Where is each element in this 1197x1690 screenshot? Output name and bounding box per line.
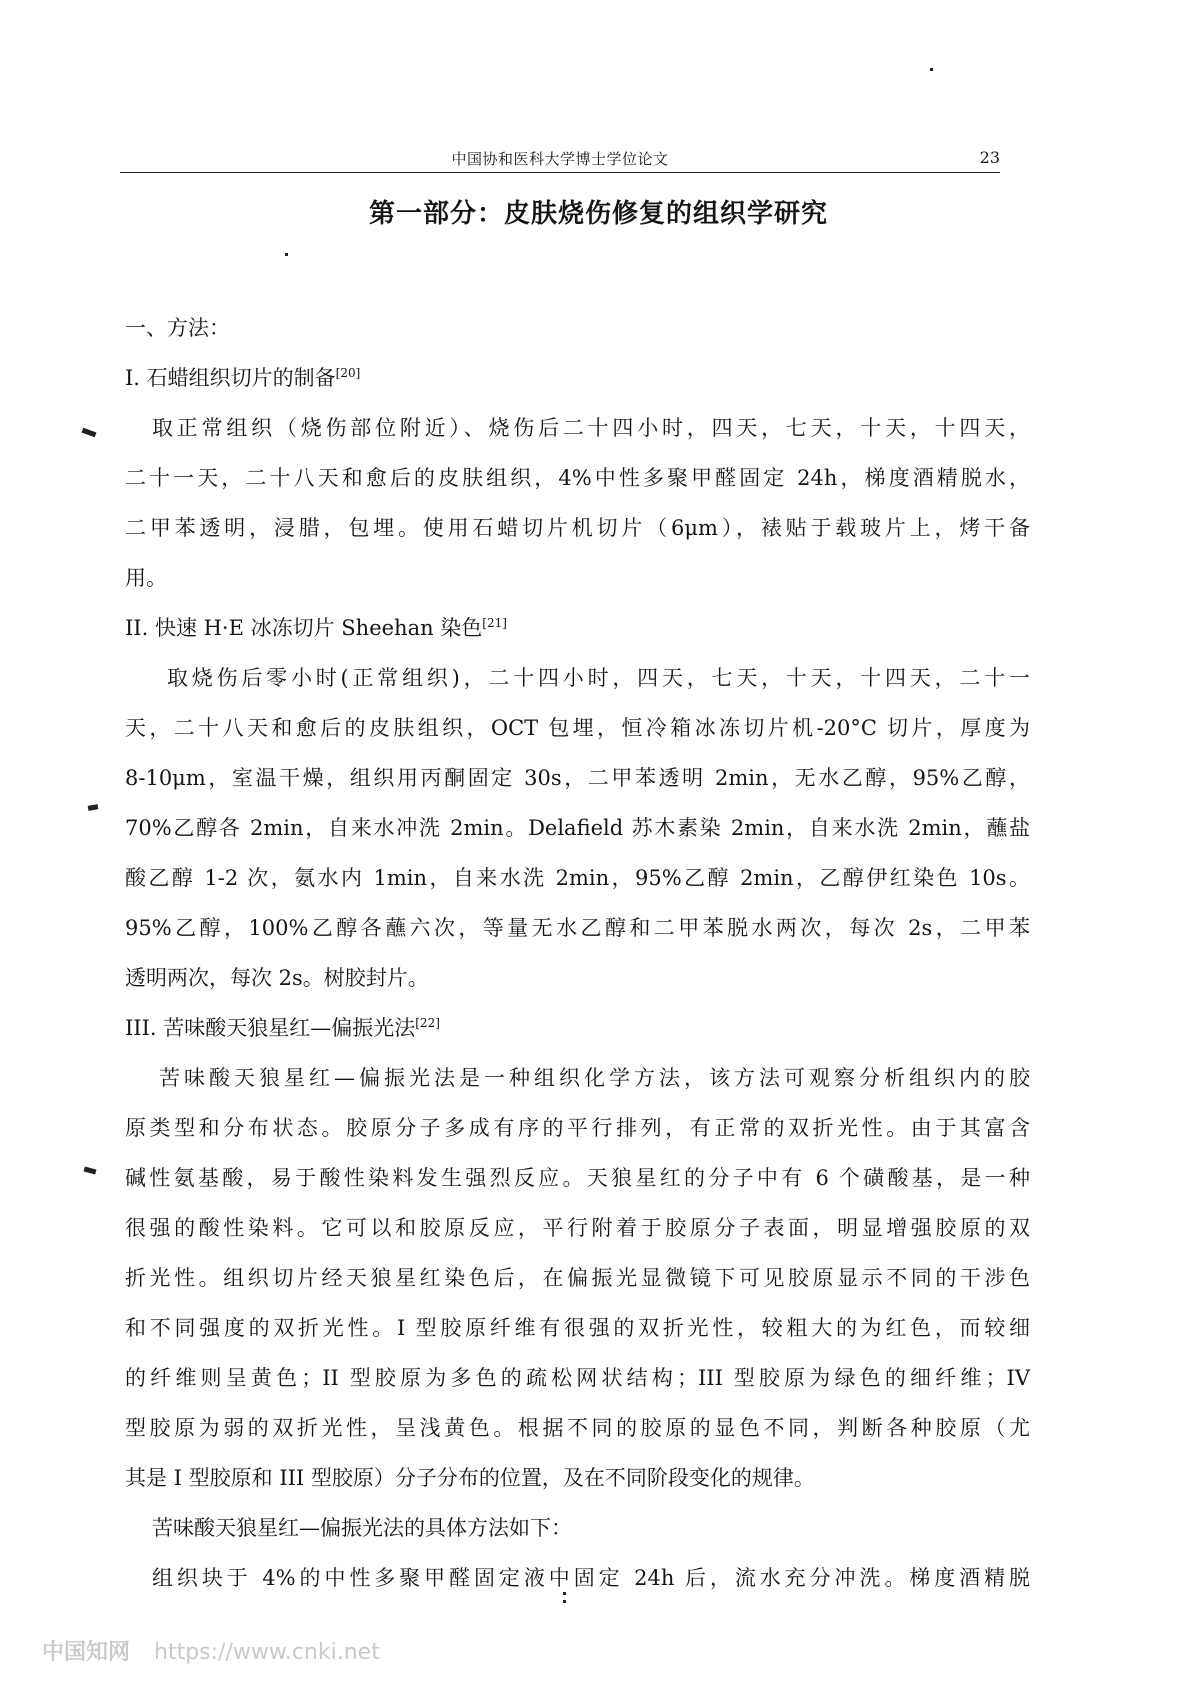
running-header: [120, 148, 1000, 173]
paragraph-line: 70%乙醇各 2min，自来水冲洗 2min。Delafield 苏木素染 2min，自来水洗 2min，蘸盐: [125, 816, 1030, 840]
subsection-heading-2: II. 快速 H·E 冰冻切片 Sheehan 染色[21]: [125, 616, 507, 640]
scan-mark: [563, 1600, 566, 1603]
paragraph-line: 取烧伤后零小时(正常组织)，二十四小时，四天，七天，十天，十四天，二十一: [167, 666, 1030, 690]
subsection-heading-3: III. 苦味酸天狼星红—偏振光法[22]: [125, 1016, 440, 1040]
paragraph-line: 取正常组织（烧伤部位附近）、烧伤后二十四小时，四天，七天，十天，十四天，: [152, 416, 1030, 440]
paragraph-line: 95%乙醇，100%乙醇各蘸六次，等量无水乙醇和二甲苯脱水两次，每次 2s，二甲苯: [125, 916, 1030, 940]
scan-mark: [82, 428, 97, 437]
citation-ref: [21]: [482, 616, 507, 630]
paragraph-line: 透明两次，每次 2s。树胶封片。: [125, 966, 429, 990]
paragraph-line: 酸乙醇 1-2 次，氨水内 1min，自来水洗 2min，95%乙醇 2min，乙醇伊红染色 10s。: [125, 866, 1030, 890]
subsection-heading-1: I. 石蜡组织切片的制备[20]: [125, 366, 361, 390]
cnki-watermark: [42, 1635, 380, 1666]
citation-ref: [20]: [335, 366, 361, 380]
paragraph-line: 组织块于 4%的中性多聚甲醛固定液中固定 24h 后，流水充分冲洗。梯度酒精脱: [152, 1566, 1030, 1590]
paragraph-line: 二十一天，二十八天和愈后的皮肤组织，4%中性多聚甲醛固定 24h，梯度酒精脱水，: [125, 466, 1030, 490]
paragraph-line: 碱性氨基酸，易于酸性染料发生强烈反应。天狼星红的分子中有 6 个磺酸基，是一种: [125, 1166, 1030, 1190]
paragraph-line: 用。: [125, 566, 167, 590]
body-text: [125, 303, 1030, 1603]
watermark-url: https://www.cnki.net: [154, 1640, 380, 1665]
paragraph-line: 原类型和分布状态。胶原分子多成有序的平行排列，有正常的双折光性。由于其富含: [125, 1116, 1030, 1140]
citation-ref: [22]: [415, 1016, 440, 1030]
paragraph-line: 苦味酸天狼星红—偏振光法的具体方法如下：: [152, 1516, 572, 1540]
scan-mark: [285, 253, 288, 256]
chapter-title: 第一部分：皮肤烧伤修复的组织学研究: [368, 199, 828, 229]
paragraph-line: 型胶原为弱的双折光性，呈浅黄色。根据不同的胶原的显色不同，判断各种胶原（尤: [125, 1416, 1030, 1440]
scan-mark: [563, 1592, 566, 1595]
paragraph-line: 的纤维则呈黄色；II 型胶原为多色的疏松网状结构；III 型胶原为绿色的细纤维；IV: [125, 1366, 1030, 1390]
paragraph-line: 很强的酸性染料。它可以和胶原反应，平行附着于胶原分子表面，明显增强胶原的双: [125, 1216, 1030, 1240]
paragraph-line: 折光性。组织切片经天狼星红染色后，在偏振光显微镜下可见胶原显示不同的干涉色: [125, 1266, 1030, 1290]
scan-mark: [88, 804, 99, 811]
paragraph-line: 二甲苯透明，浸腊，包埋。使用石蜡切片机切片（6μm），裱贴于载玻片上，烤干备: [125, 516, 1030, 540]
scan-mark: [84, 1167, 97, 1175]
scan-mark: [930, 68, 933, 71]
paragraph-line: 其是 I 型胶原和 III 型胶原）分子分布的位置，及在不同阶段变化的规律。: [125, 1466, 815, 1490]
paragraph-line: 8-10μm，室温干燥，组织用丙酮固定 30s，二甲苯透明 2min，无水乙醇，95%乙醇，: [125, 766, 1030, 790]
watermark-brand: 中国知网: [42, 1640, 131, 1665]
paragraph-line: 苦味酸天狼星红—偏振光法是一种组织化学方法，该方法可观察分析组织内的胶: [159, 1066, 1030, 1090]
section-heading: 一、方法：: [125, 316, 230, 340]
paragraph-line: 天，二十八天和愈后的皮肤组织，OCT 包埋，恒冷箱冰冻切片机-20°C 切片，厚度为: [125, 716, 1030, 740]
page-number: 23: [979, 148, 1000, 167]
paragraph-line: 和不同强度的双折光性。I 型胶原纤维有很强的双折光性，较粗大的为红色，而较细: [125, 1316, 1030, 1340]
header-title: 中国协和医科大学博士学位论文: [451, 150, 669, 168]
